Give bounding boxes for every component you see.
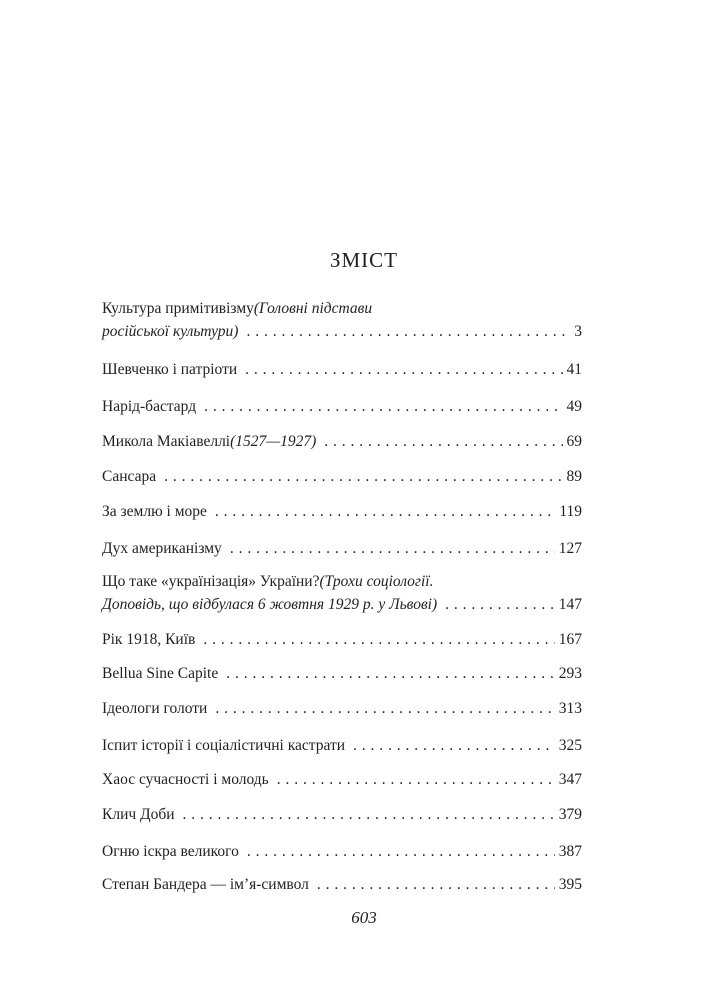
toc-entry-subtitle: (Головні підстави	[253, 300, 373, 317]
dot-leader	[247, 840, 555, 863]
dot-leader	[277, 768, 555, 791]
dot-leader	[245, 358, 562, 381]
toc-page-number: 49	[566, 398, 582, 415]
dot-leader	[203, 628, 554, 651]
toc-entry	[102, 297, 582, 343]
dot-leader	[317, 873, 555, 896]
dot-leader	[445, 593, 555, 616]
toc-entry	[102, 873, 582, 896]
dot-leader	[246, 320, 570, 343]
toc-page-number: 3	[574, 323, 582, 340]
toc-page-number: 395	[558, 876, 582, 893]
toc-page-number: 127	[558, 540, 582, 557]
toc-entry-title: Сансара	[102, 468, 157, 485]
dot-leader	[226, 662, 555, 685]
toc-entry	[102, 803, 582, 826]
toc-entry	[102, 358, 582, 381]
toc-entry	[102, 628, 582, 651]
dot-leader	[353, 734, 555, 757]
dot-leader	[215, 500, 555, 523]
toc-entry-title: Іспит історії і соціалістичні кастрати	[102, 737, 346, 754]
toc-entry-title: Огню іскра великого	[102, 843, 239, 860]
page-title: ЗМІСТ	[329, 248, 399, 272]
dot-leader	[183, 803, 555, 826]
toc-page-number: 119	[559, 503, 582, 520]
dot-leader	[204, 395, 562, 418]
toc-entry-title: Нарід-бастард	[102, 398, 197, 415]
toc-page-number: 167	[558, 631, 582, 648]
toc-entry	[102, 768, 582, 791]
toc-page-number: 313	[558, 700, 582, 717]
toc-entry-subtitle: (1527—1927)	[230, 433, 317, 450]
dot-leader	[164, 465, 562, 488]
toc-entry-title: Культура примітивізму	[102, 300, 254, 317]
toc-entry	[102, 662, 582, 685]
toc-entry-subtitle: (Трохи соціології.	[319, 573, 434, 590]
dot-leader	[215, 697, 554, 720]
page-number-footer: 603	[351, 908, 377, 927]
toc-page-number: 89	[566, 468, 582, 485]
toc-entry	[102, 465, 582, 488]
toc-entry-title: За землю і море	[102, 503, 207, 520]
toc-entry	[102, 430, 582, 453]
toc-page-number: 41	[566, 361, 582, 378]
toc-entry-title: Що таке «українізація» України?	[102, 573, 320, 590]
toc-entry-title: Дух американізму	[102, 540, 222, 557]
toc-entry-title: Ідеологи голоти	[102, 700, 208, 717]
toc-entry-title: Микола Макіавеллі	[102, 433, 231, 450]
toc-page-number: 347	[558, 771, 582, 788]
toc-page-number: 387	[558, 843, 582, 860]
toc-entry-title: Шевченко і патріоти	[102, 361, 238, 378]
toc-page-number: 69	[566, 433, 582, 450]
toc-page-number: 293	[558, 665, 582, 682]
toc-entry	[102, 570, 582, 616]
toc-entry	[102, 537, 582, 560]
toc-entry-title: Клич Доби	[102, 806, 175, 823]
toc-page-number: 379	[558, 806, 582, 823]
dot-leader	[230, 537, 555, 560]
dot-leader	[324, 430, 562, 453]
toc-entry-title: Хаос сучасності і молодь	[102, 771, 269, 788]
toc-entry-subtitle-cont: російської культури)	[102, 323, 239, 340]
toc-entry-title: Степан Бандера — ім’я-символ	[102, 876, 309, 893]
toc-page-number: 325	[558, 737, 582, 754]
toc-entry	[102, 697, 582, 720]
toc-entry-title: Рік 1918, Київ	[102, 631, 196, 648]
toc-entry	[102, 734, 582, 757]
toc-entry-title: Bellua Sine Capite	[102, 665, 219, 682]
toc-entry	[102, 395, 582, 418]
toc-entry-subtitle-cont: Доповідь, що відбулася 6 жовтня 1929 р. у Львові)	[102, 596, 438, 613]
toc-entry	[102, 840, 582, 863]
toc-entry	[102, 500, 582, 523]
toc-page-number: 147	[558, 596, 582, 613]
